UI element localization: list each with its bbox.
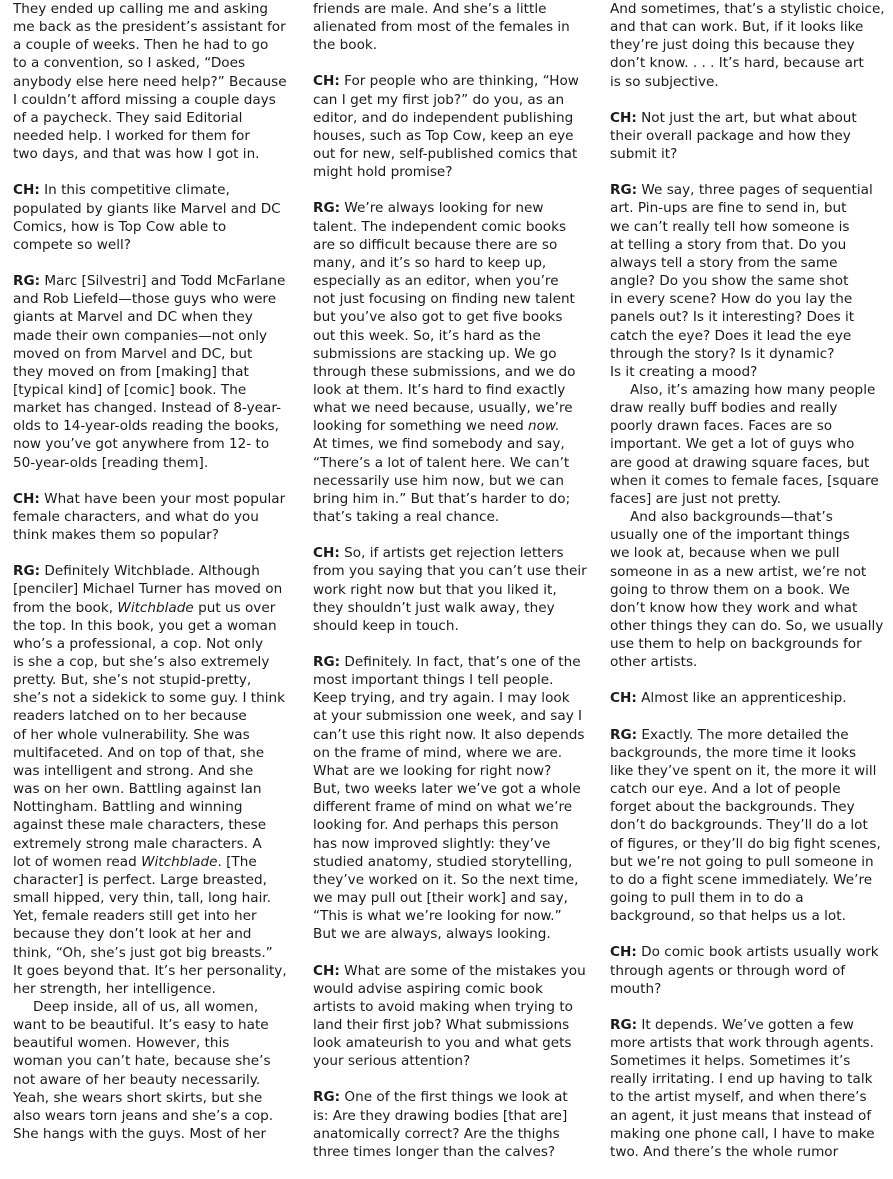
text-line: the book. — [313, 37, 378, 54]
text-line: beautiful women. However, this — [13, 1035, 230, 1052]
text-line: important. We get a lot of guys who — [610, 436, 855, 453]
speaker-label: RG: — [610, 726, 638, 743]
text-line: looking for. And perhaps this person — [313, 817, 559, 834]
text-line: RG: We say, three pages of sequential — [610, 182, 873, 199]
text-line: Also, it’s amazing how many people — [630, 381, 876, 398]
text-line: to a convention, so I asked, “Does — [13, 55, 246, 72]
body-paragraph — [610, 381, 893, 508]
interview-paragraph — [610, 689, 893, 707]
text-line: studied anatomy, studied storytelling, — [313, 853, 573, 870]
text-line: at your submission one week, and say I — [313, 708, 583, 725]
text-line: populated by giants like Marvel and DC — [13, 200, 281, 217]
text-line: me back as the president’s assistant for — [13, 19, 286, 36]
text-line: But, two weeks later we’ve got a whole — [313, 781, 581, 798]
text-column-3 — [610, 0, 893, 1179]
text-line: like they’ve spent on it, the more it will — [610, 762, 877, 779]
text-line: CH: What have been your most popular — [13, 490, 286, 507]
text-line: poorly drawn faces. Faces are so — [610, 418, 833, 435]
text-line: CH: Do comic book artists usually work — [610, 944, 879, 961]
text-line: want to be beautiful. It’s easy to hate — [13, 1017, 269, 1034]
text-column-1 — [13, 0, 309, 1161]
text-line: 50-year-olds [reading them]. — [13, 454, 209, 471]
text-line: always tell a story from the same — [610, 254, 838, 271]
text-line: making one phone call, I have to make — [610, 1125, 875, 1142]
text-line: CH: What are some of the mistakes you — [313, 962, 586, 979]
text-line: art. Pin-ups are fine to send in, but — [610, 200, 847, 217]
text-line: her strength, her intelligence. — [13, 980, 216, 997]
text-line: other things they can do. So, we usually — [610, 618, 884, 634]
text-line: RG: One of the first things we look at — [313, 1089, 568, 1106]
interview-paragraph — [610, 1016, 893, 1161]
text-line: are so difficult because there are so — [313, 236, 558, 253]
text-line: market has changed. Instead of 8-year- — [13, 400, 281, 417]
text-line: many, and it’s so hard to keep up, — [313, 254, 547, 271]
text-line: should keep in touch. — [313, 617, 459, 634]
text-line: But we are always, always looking. — [313, 926, 551, 943]
interview-paragraph — [610, 943, 893, 997]
text-line: female characters, and what do you — [13, 508, 259, 525]
text-line: is: Are they drawing bodies [that are] — [313, 1107, 568, 1124]
text-line: look amateurish to you and what gets — [313, 1035, 572, 1052]
text-line: talent. The independent comic books — [313, 218, 567, 235]
text-line: pretty. But, she’s not stupid-pretty, — [13, 672, 252, 689]
text-line: submissions are stacking up. We go — [313, 345, 557, 362]
text-line: CH: In this competitive climate, — [13, 182, 230, 199]
text-line: two days, and that was how I got in. — [13, 146, 260, 163]
text-line: moved on from Marvel and DC, but — [13, 345, 253, 362]
text-line: editor, and do independent publishing — [313, 109, 574, 126]
interview-paragraph — [13, 181, 309, 254]
text-line: going to pull them in to do a — [610, 890, 804, 907]
text-line: RG: Definitely. In fact, that’s one of the — [313, 654, 581, 670]
speaker-label: RG: — [313, 1089, 341, 1106]
text-line: At times, we find somebody and say, — [313, 436, 565, 453]
text-line: would advise aspiring comic book — [313, 980, 543, 997]
text-line: through these submissions, and we do — [313, 363, 576, 380]
text-line: backgrounds, the more time it looks — [610, 744, 857, 761]
text-line: don’t know. . . . It’s hard, because art — [610, 55, 864, 72]
speaker-label: CH: — [13, 490, 40, 507]
interview-paragraph — [313, 544, 609, 635]
text-line: readers latched on to her because — [13, 708, 247, 725]
text-line: of figures, or they’ll do big fight scenes, — [610, 835, 881, 852]
text-line: but we’re not going to pull someone in — [610, 853, 874, 870]
text-line: use them to help on backgrounds for — [610, 636, 862, 653]
text-line: Comics, how is Top Cow able to — [13, 218, 227, 235]
text-line: compete so well? — [13, 236, 132, 253]
text-line: we can’t really tell how someone is — [610, 218, 850, 235]
text-line: usually one of the important things — [610, 527, 850, 544]
text-line: mouth? — [610, 980, 662, 997]
text-line: anybody else here need help?” Because — [13, 73, 287, 90]
text-line: giants at Marvel and DC when they — [13, 309, 253, 326]
text-line: more artists that work through agents. — [610, 1034, 874, 1051]
text-line: especially as an editor, when you’re — [313, 273, 559, 290]
text-line: an agent, it just means that instead of — [610, 1107, 872, 1124]
text-line: can’t use this right now. It also depends — [313, 726, 585, 743]
text-line: forget about the backgrounds. They — [610, 799, 855, 816]
text-line: going to throw them on a book. We — [610, 581, 850, 598]
text-line: and that can work. But, if it looks like — [610, 19, 864, 36]
text-line: Nottingham. Battling and winning — [13, 799, 243, 816]
text-line: land their first job? What submissions — [313, 1016, 570, 1033]
text-line: to do a fight scene immediately. We’re — [610, 871, 873, 888]
text-line: needed help. I worked for them for — [13, 128, 250, 145]
text-line: other artists. — [610, 654, 698, 671]
text-line: don’t do backgrounds. They’ll do a lot — [610, 817, 868, 834]
text-line: different frame of mind on what we’re — [313, 799, 573, 816]
body-paragraph — [313, 0, 609, 54]
text-line: CH: Almost like an apprenticeship. — [610, 690, 847, 707]
text-line: out this week. So, it’s hard as the — [313, 327, 541, 344]
text-line: CH: Not just the art, but what about — [610, 109, 857, 126]
text-line: She hangs with the guys. Most of her — [13, 1126, 267, 1143]
text-line: when it comes to female faces, [square — [610, 472, 879, 489]
text-line: submit it? — [610, 146, 678, 163]
text-line: faces] are just not pretty. — [610, 490, 782, 507]
speaker-label: RG: — [13, 273, 41, 290]
text-line: was on her own. Battling against Ian — [13, 781, 262, 798]
text-line: against these male characters, these — [13, 817, 267, 834]
text-line: what we need because, usually, we’re — [313, 400, 573, 417]
text-line: RG: It depends. We’ve gotten a few — [610, 1016, 854, 1033]
text-line: artists to avoid making when trying to — [313, 998, 574, 1015]
text-line: don’t know how they work and what — [610, 599, 858, 616]
text-line: from you saying that you can’t use their — [313, 563, 587, 580]
body-paragraph — [13, 0, 309, 163]
text-line: RG: Definitely Witchblade. Although — [13, 563, 260, 580]
speaker-label: CH: — [610, 690, 637, 707]
interview-paragraph — [610, 109, 893, 163]
text-line: are good at drawing square faces, but — [610, 454, 870, 471]
text-line: character] is perfect. Large breasted, — [13, 871, 267, 888]
text-line: necessarily use him now, but we can — [313, 472, 564, 489]
text-line: through the story? Is it dynamic? — [610, 345, 835, 362]
text-line: on the frame of mind, where we are. — [313, 744, 563, 761]
interview-paragraph — [610, 181, 893, 381]
text-line: they moved on from [making] that — [13, 363, 249, 380]
text-line: at telling a story from that. Do you — [610, 236, 847, 253]
interview-paragraph — [313, 653, 609, 944]
text-line: Yet, female readers still get into her — [13, 908, 257, 925]
text-line: they shouldn’t just walk away, they — [313, 599, 555, 616]
text-line: most important things I tell people. — [313, 672, 554, 689]
text-line: extremely strong male characters. A — [13, 835, 262, 852]
text-line: from the book, Witchblade put us over — [13, 599, 276, 616]
interview-paragraph — [610, 726, 893, 926]
speaker-label: RG: — [313, 200, 341, 217]
text-line: catch our eye. And a lot of people — [610, 781, 841, 798]
text-line: your serious attention? — [313, 1053, 471, 1070]
text-line: two. And there’s the whole rumor — [610, 1143, 839, 1160]
text-line: Sometimes it helps. Sometimes it’s — [610, 1053, 851, 1070]
text-line: RG: Exactly. The more detailed the — [610, 726, 849, 743]
text-line: we look at, because when we pull — [610, 545, 840, 562]
text-line: now you’ve got anywhere from 12- to — [13, 436, 270, 453]
interview-paragraph — [13, 490, 309, 544]
text-line: Yeah, she wears short skirts, but she — [13, 1089, 263, 1106]
text-line: is so subjective. — [610, 73, 719, 90]
text-line: has now improved slightly: they’ve — [313, 835, 551, 852]
interview-paragraph — [13, 272, 309, 472]
text-line: of a paycheck. They said Editorial — [13, 109, 243, 126]
text-line: think makes them so popular? — [13, 527, 219, 544]
text-line: we may pull out [their work] and say, — [313, 890, 568, 907]
text-line: [typical kind] of [comic] book. The — [13, 381, 247, 398]
text-line: Keep trying, and try again. I may look — [313, 690, 570, 707]
interview-paragraph — [313, 72, 609, 181]
speaker-label: CH: — [610, 109, 637, 126]
text-line: work right now but that you liked it, — [313, 581, 557, 598]
text-line: made their own companies—not only — [13, 327, 268, 344]
text-column-2 — [313, 0, 609, 1179]
speaker-label: CH: — [13, 182, 40, 199]
text-line: RG: Marc [Silvestri] and Todd McFarlane — [13, 273, 286, 290]
text-line: “There’s a lot of talent here. We can’t — [313, 454, 570, 471]
text-line: RG: We’re always looking for new — [313, 200, 544, 217]
text-line: bring him in.” But that’s harder to do; — [313, 490, 571, 507]
text-line: not just focusing on finding new talent — [313, 291, 575, 308]
text-line: to the artist myself, and when there’s — [610, 1089, 867, 1106]
text-line: the top. In this book, you get a woman — [13, 617, 277, 634]
text-line: can I get my first job?” do you, as an — [313, 91, 565, 108]
text-line: Is it creating a mood? — [610, 363, 758, 380]
text-line: also wears torn jeans and she’s a cop. — [13, 1107, 274, 1124]
body-paragraph — [610, 508, 893, 671]
text-line: I couldn’t afford missing a couple days — [13, 91, 276, 108]
speaker-label: RG: — [610, 182, 638, 199]
speaker-label: CH: — [313, 545, 340, 562]
text-line: woman you can’t hate, because she’s — [13, 1053, 271, 1070]
text-line: was intelligent and strong. And she — [13, 762, 254, 779]
text-line: because they don’t look at her and — [13, 926, 252, 943]
text-line: It goes beyond that. It’s her personality, — [13, 962, 287, 979]
text-line: multifaceted. And on top of that, she — [13, 744, 265, 761]
speaker-label: CH: — [610, 944, 637, 961]
text-line: not aware of her beauty necessarily. — [13, 1071, 261, 1088]
text-line: and Rob Liefeld—those guys who were — [13, 291, 277, 308]
text-line: really irritating. I end up having to talk — [610, 1071, 873, 1088]
text-line: And sometimes, that’s a stylistic choice, — [610, 1, 885, 17]
text-line: is she a cop, but she’s also extremely — [13, 654, 270, 670]
text-line: through agents or through word of — [610, 962, 846, 979]
text-line: alienated from most of the females in — [313, 19, 570, 36]
text-line: [penciler] Michael Turner has moved on — [13, 581, 283, 598]
text-line: a couple of weeks. Then he had to go — [13, 37, 269, 54]
body-paragraph — [610, 0, 893, 91]
text-line: they’ve worked on it. So the next time, — [313, 871, 579, 888]
speaker-label: RG: — [313, 654, 341, 670]
text-line: catch the eye? Does it lead the eye — [610, 327, 852, 344]
speaker-label: CH: — [313, 962, 340, 979]
text-line: panels out? Is it interesting? Does it — [610, 309, 855, 326]
text-line: they’re just doing this because they — [610, 37, 855, 54]
interview-paragraph — [313, 199, 609, 526]
text-line: angle? Do you show the same shot — [610, 273, 849, 290]
speaker-label: RG: — [610, 1016, 638, 1033]
text-line: What are we looking for right now? — [313, 762, 552, 779]
text-line: houses, such as Top Cow, keep an eye — [313, 127, 574, 144]
text-line: friends are male. And she’s a little — [313, 1, 547, 17]
text-line: she’s not a sidekick to some guy. I think — [13, 690, 286, 707]
speaker-label: CH: — [313, 73, 340, 90]
text-line: think, “Oh, she’s just got big breasts.” — [13, 944, 273, 961]
text-line: Deep inside, all of us, all women, — [33, 998, 259, 1015]
text-line: anatomically correct? Are the thighs — [313, 1125, 560, 1142]
text-line: background, so that helps us a lot. — [610, 908, 846, 925]
text-line: look at them. It’s hard to find exactly — [313, 381, 566, 398]
interview-paragraph — [313, 1088, 609, 1161]
text-line: but you’ve also got to get five books — [313, 309, 563, 326]
text-line: their overall package and how they — [610, 127, 851, 144]
text-line: three times longer than the calves? — [313, 1143, 556, 1160]
speaker-label: RG: — [13, 563, 41, 580]
text-line: draw really buff bodies and really — [610, 400, 838, 417]
text-line: “This is what we’re looking for now.” — [313, 908, 562, 925]
text-line: CH: So, if artists get rejection letters — [313, 545, 564, 562]
text-line: CH: For people who are thinking, “How — [313, 73, 579, 90]
text-line: in every scene? How do you lay the — [610, 291, 853, 308]
text-line: who’s a professional, a cop. Not only — [13, 635, 264, 652]
text-line: olds to 14-year-olds reading the books, — [13, 418, 279, 435]
text-line: of her whole vulnerability. She was — [13, 726, 250, 743]
text-line: out for new, self-published comics that — [313, 146, 578, 163]
text-line: someone in as a new artist, we’re not — [610, 563, 867, 580]
text-line: might hold promise? — [313, 164, 453, 181]
interview-paragraph — [13, 562, 309, 998]
text-line: And also backgrounds—that’s — [630, 509, 833, 526]
text-line: lot of women read Witchblade. [The — [13, 853, 257, 870]
interview-paragraph — [313, 962, 609, 1071]
text-line: small hipped, very thin, tall, long hair. — [13, 890, 272, 907]
text-line: looking for something we need now. — [313, 418, 560, 435]
text-line: that’s taking a real chance. — [313, 509, 500, 526]
text-line: They ended up calling me and asking — [13, 1, 268, 17]
body-paragraph — [13, 998, 309, 1143]
